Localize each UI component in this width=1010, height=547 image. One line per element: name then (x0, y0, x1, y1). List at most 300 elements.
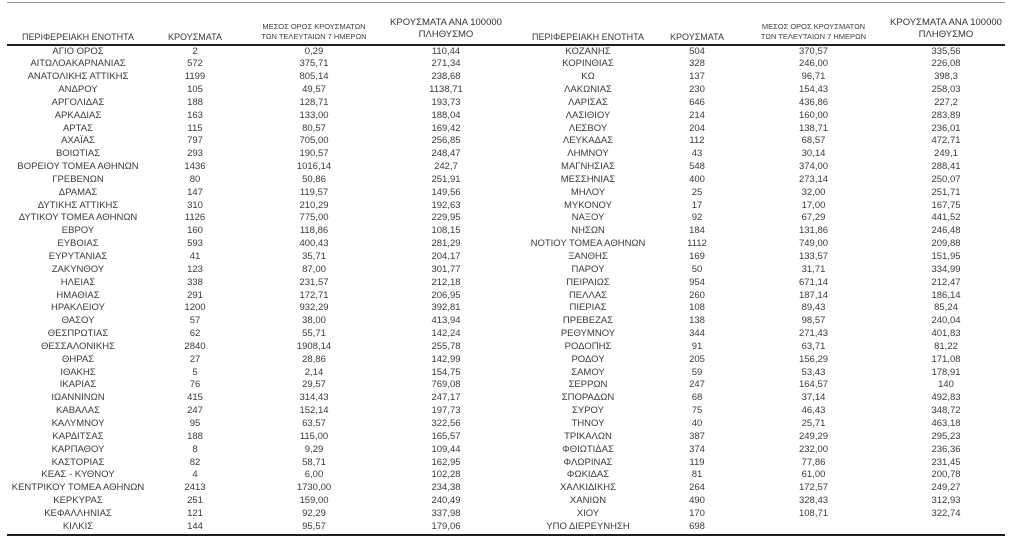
cases-cell: 954 (689, 276, 705, 288)
per100k-cell: 334,99 (931, 263, 961, 275)
per100k-cell: 472,71 (931, 135, 961, 147)
table-row (7, 392, 1005, 405)
spacer-cell (505, 123, 522, 136)
cases-cell: 1112 (687, 238, 707, 250)
avg7-cell: 246,00 (798, 58, 829, 70)
per100k-cell: 312,93 (931, 495, 961, 507)
per100k-cell: 256,85 (431, 135, 461, 147)
region-cell: ΙΚΑΡΙΑΣ (59, 379, 97, 391)
per100k-cell: 251,71 (931, 186, 961, 198)
avg7-cell: 190,57 (299, 148, 329, 160)
region-cell: ΗΛΕΙΑΣ (60, 276, 96, 288)
cases-cell: 374 (689, 443, 705, 455)
region-cell: ΑΡΓΟΛΙΔΑΣ (51, 96, 105, 108)
avg7-cell: 28,86 (302, 353, 326, 365)
avg7-cell: 671,14 (798, 276, 829, 288)
region-cell: ΠΙΕΡΙΑΣ (569, 302, 607, 314)
avg7-cell: 31,71 (801, 263, 826, 275)
avg7-cell: 37,14 (801, 392, 826, 404)
per100k-cell: 212,18 (431, 276, 461, 288)
avg7-cell: 160,00 (798, 109, 829, 121)
per100k-cell: 227,2 (934, 96, 958, 108)
per100k-cell: 337,98 (431, 507, 461, 519)
header-per100k-right (887, 3, 1005, 45)
avg7-cell: 25,71 (801, 417, 826, 429)
spacer-cell (505, 161, 522, 174)
region-cell: ΡΟΔΟΠΗΣ (564, 340, 612, 352)
cases-cell: 188 (187, 96, 203, 108)
table-row (7, 45, 1005, 59)
avg7-cell: 67,29 (801, 212, 826, 224)
cases-cell: 184 (689, 225, 705, 237)
region-cell: ΘΗΡΑΣ (61, 353, 95, 365)
avg7-cell: 210,29 (299, 199, 329, 211)
avg7-cell: 35,71 (302, 251, 326, 262)
avg7-cell: 80,57 (302, 122, 326, 134)
avg7-cell: 17,00 (801, 199, 826, 211)
table-row (7, 251, 1005, 264)
per100k-cell: 240,04 (931, 315, 961, 327)
header-per100k-line1: ΚΡΟΥΣΜΑΤΑ ΑΝΑ 100000 (390, 16, 502, 28)
avg7-cell: 0,29 (304, 45, 324, 57)
avg7-cell: 53,43 (801, 366, 826, 378)
spacer-cell (505, 225, 522, 238)
region-cell: ΛΕΣΒΟΥ (568, 122, 608, 134)
region-cell: ΕΥΒΟΙΑΣ (57, 238, 99, 250)
avg7-cell: 108,71 (798, 507, 829, 519)
spacer-cell (505, 431, 522, 444)
region-cell: ΧΙΟΥ (576, 507, 600, 519)
region-cell: ΜΥΚΟΝΟΥ (564, 199, 612, 211)
region-cell: ΚΟΖΑΝΗΣ (565, 45, 611, 57)
region-cell: ΣΕΡΡΩΝ (568, 379, 608, 391)
table-row (7, 277, 1005, 290)
per100k-cell: 401,83 (931, 328, 961, 340)
table-row (7, 58, 1005, 71)
cases-cell: 105 (187, 84, 203, 96)
per100k-cell: 463,18 (931, 417, 961, 429)
per100k-cell: 167,75 (931, 199, 961, 211)
cases-cell: 338 (187, 276, 203, 288)
per100k-cell: 165,57 (431, 430, 461, 442)
avg7-cell: 118,86 (299, 225, 329, 237)
region-cell: ΓΡΕΒΕΝΩΝ (52, 173, 104, 185)
per100k-cell: 108,15 (431, 225, 461, 237)
avg7-cell: 29,57 (302, 379, 326, 391)
spacer-cell (505, 508, 522, 521)
avg7-cell: 131,86 (798, 225, 829, 237)
spacer-cell (505, 328, 522, 341)
region-cell: ΑΝΑΤΟΛΙΚΗΣ ΑΤΤΙΚΗΣ (27, 71, 129, 83)
spacer-cell (505, 418, 522, 431)
table-row (7, 148, 1005, 161)
region-cell: ΡΕΘΥΜΝΟΥ (560, 328, 616, 340)
avg7-cell: 30,14 (801, 148, 826, 160)
per100k-cell: 81,22 (934, 340, 958, 352)
cases-cell: 251 (187, 495, 203, 507)
per100k-cell: 85,24 (934, 302, 958, 314)
region-cell: ΑΙΤΩΛΟΑΚΑΡΝΑΝΙΑΣ (30, 58, 126, 70)
avg7-cell: 152,14 (299, 405, 329, 417)
spacer-cell (505, 148, 522, 161)
cases-cell: 169 (689, 251, 705, 262)
table-row (7, 328, 1005, 341)
region-cell: ΣΠΟΡΑΔΩΝ (561, 392, 615, 404)
region-cell: ΚΑΣΤΟΡΙΑΣ (51, 456, 105, 468)
avg7-cell: 436,86 (798, 96, 829, 108)
avg7-cell: 1908,14 (296, 340, 332, 352)
avg7-cell: 159,00 (299, 495, 329, 507)
avg7-cell: 32,00 (801, 186, 826, 198)
region-cell: ΔΥΤΙΚΟΥ ΤΟΜΕΑ ΑΘΗΝΩΝ (18, 212, 138, 224)
cases-cell: 247 (187, 405, 203, 417)
spacer-cell (505, 97, 522, 110)
spacer-cell (505, 315, 522, 328)
table-row (7, 508, 1005, 521)
avg7-cell: 119,57 (299, 186, 329, 198)
avg7-cell: 775,00 (299, 212, 329, 224)
table-row (7, 187, 1005, 200)
spacer-cell (505, 469, 522, 482)
avg7-cell: 187,14 (798, 289, 829, 301)
per100k-cell: 271,34 (431, 58, 461, 70)
region-cell: ΧΑΝΙΩΝ (569, 495, 607, 507)
cases-cell: 82 (189, 456, 201, 468)
per100k-cell: 248,47 (431, 148, 461, 160)
region-cell: ΜΑΓΝΗΣΙΑΣ (561, 161, 615, 173)
table-row (7, 379, 1005, 392)
per100k-cell: 212,47 (931, 276, 961, 288)
table-row (7, 405, 1005, 418)
header-region-right: ΠΕΡΙΦΕΡΕΙΑΚΗ ΕΝΟΤΗΤΑ (522, 3, 654, 45)
per100k-cell: 171,08 (931, 353, 961, 365)
header-per100k-left (387, 3, 505, 45)
avg7-cell: 9,29 (304, 443, 324, 455)
cases-cell: 138 (689, 315, 705, 327)
per100k-cell: 283,89 (931, 109, 961, 121)
spacer-cell (505, 457, 522, 470)
cases-cell: 2413 (184, 482, 206, 494)
cases-cell: 293 (187, 148, 203, 160)
avg7-cell: 314,43 (299, 392, 329, 404)
region-cell: ΠΕΙΡΑΙΩΣ (566, 276, 610, 288)
cases-cell: 76 (189, 379, 201, 391)
avg7-cell: 375,71 (299, 58, 329, 70)
region-cell: ΚΟΡΙΝΘΙΑΣ (562, 58, 614, 70)
cases-cell: 91 (691, 340, 703, 352)
region-cell: ΚΑΛΥΜΝΟΥ (51, 417, 105, 429)
cases-cell: 490 (689, 495, 705, 507)
per100k-cell: 413,94 (431, 315, 461, 327)
avg7-cell: 370,57 (798, 45, 829, 57)
per100k-cell: 335,56 (931, 45, 961, 57)
per100k-cell: 197,73 (431, 405, 461, 417)
avg7-cell: 63,71 (801, 340, 826, 352)
per100k-cell: 322,74 (931, 507, 961, 519)
region-cell: ΣΥΡΟΥ (572, 405, 604, 417)
region-cell: ΚΕΡΚΥΡΑΣ (53, 495, 103, 507)
per100k-cell: 192,63 (431, 199, 461, 211)
region-cell: ΔΥΤΙΚΗΣ ΑΤΤΙΚΗΣ (37, 199, 119, 211)
per100k-cell: 188,04 (431, 109, 461, 121)
table-row (7, 123, 1005, 136)
per100k-cell: 348,72 (931, 405, 961, 417)
per100k-cell: 142,99 (431, 353, 461, 365)
region-cell: ΦΩΚΙΔΑΣ (566, 469, 610, 481)
per100k-cell: 231,45 (931, 456, 961, 468)
per100k-cell: 110,44 (431, 45, 461, 57)
region-cell: ΛΗΜΝΟΥ (567, 148, 609, 160)
per100k-cell: 238,68 (431, 71, 461, 83)
header-avg7-left (241, 3, 387, 45)
per100k-cell: 149,56 (431, 186, 461, 198)
cases-cell: 95 (189, 417, 201, 429)
cases-cell: 163 (187, 109, 203, 121)
table-row (7, 367, 1005, 380)
region-cell: ΚΕΑΣ - ΚΥΘΝΟΥ (41, 469, 115, 481)
cases-cell: 1200 (184, 302, 206, 314)
region-cell: ΕΒΡΟΥ (61, 225, 95, 237)
region-cell: ΜΗΛΟΥ (570, 186, 606, 198)
per100k-cell: 206,95 (431, 289, 461, 301)
spacer-cell (505, 45, 522, 59)
region-cell: ΠΡΕΒΕΖΑΣ (562, 315, 614, 327)
avg7-cell: 749,00 (798, 238, 829, 250)
cases-cell: 344 (689, 328, 705, 340)
spacer-cell (505, 379, 522, 392)
spacer-cell (505, 135, 522, 148)
avg7-cell: 133,00 (299, 109, 329, 121)
per100k-cell: 142,24 (431, 328, 461, 340)
region-cell: ΗΡΑΚΛΕΙΟΥ (51, 302, 105, 314)
avg7-cell: 805,14 (299, 71, 329, 83)
per100k-cell: 247,17 (431, 392, 461, 404)
region-cell: ΒΟΙΩΤΙΑΣ (55, 148, 101, 160)
per100k-cell: 288,41 (931, 161, 961, 173)
region-cell: ΠΑΡΟΥ (571, 263, 605, 275)
spacer-cell (505, 264, 522, 277)
region-cell: ΦΛΩΡΙΝΑΣ (563, 456, 613, 468)
spacer-cell (505, 251, 522, 264)
per100k-cell: 200,78 (931, 469, 961, 481)
cases-cell: 548 (689, 161, 705, 173)
per100k-cell: 236,36 (931, 443, 961, 455)
spacer-cell (505, 110, 522, 123)
avg7-cell: 92,29 (302, 507, 326, 519)
avg7-cell: 68,57 (801, 135, 826, 147)
region-cell: ΜΕΣΣΗΝΙΑΣ (560, 173, 616, 185)
cases-cell: 264 (689, 482, 705, 494)
spacer-cell (505, 444, 522, 457)
per100k-cell: 162,95 (431, 456, 461, 468)
region-cell: ΒΟΡΕΙΟΥ ΤΟΜΕΑ ΑΘΗΝΩΝ (17, 161, 139, 173)
region-cell: ΔΡΑΜΑΣ (58, 186, 98, 198)
region-cell: ΤΗΝΟΥ (571, 417, 605, 429)
spacer-cell (505, 302, 522, 315)
cases-cell: 137 (689, 71, 705, 83)
cases-cell: 1436 (184, 161, 206, 173)
per100k-cell: 301,77 (431, 263, 461, 275)
region-cell: ΕΥΡΥΤΑΝΙΑΣ (48, 251, 108, 262)
table-row (7, 161, 1005, 174)
cases-cell: 121 (187, 507, 203, 519)
table-row (7, 212, 1005, 225)
per100k-cell: 769,08 (431, 379, 461, 391)
cases-cell: 43 (691, 148, 703, 160)
avg7-cell: 249,29 (798, 430, 829, 442)
regional-cases-table (7, 2, 1005, 536)
cases-cell: 119 (689, 456, 705, 468)
cases-cell: 25 (691, 186, 703, 198)
region-cell: ΛΑΡΙΣΑΣ (568, 96, 608, 108)
table-row (7, 174, 1005, 187)
per100k-cell: 179,06 (387, 521, 505, 535)
header-avg7-line2: ΤΩΝ ΤΕΛΕΥΤΑΙΩΝ 7 ΗΜΕΡΩΝ (261, 31, 367, 41)
spacer-cell (505, 277, 522, 290)
region-cell: ΛΑΣΙΘΙΟΥ (565, 109, 611, 121)
per100k-cell: 392,81 (431, 302, 461, 314)
header-avg7-line1: ΜΕΣΟΣ ΟΡΟΣ ΚΡΟΥΣΜΑΤΩΝ (761, 22, 866, 31)
cases-cell: 1199 (184, 71, 206, 83)
region-cell: ΛΕΥΚΑΔΑΣ (562, 135, 614, 147)
cases-cell: 2840 (184, 340, 206, 352)
region-cell: ΛΑΚΩΝΙΑΣ (564, 84, 612, 96)
cases-cell: 62 (189, 328, 201, 340)
per100k-cell: 240,49 (431, 495, 461, 507)
region-cell: ΙΩΑΝΝΙΝΩΝ (51, 392, 105, 404)
region-cell: ΑΝΔΡΟΥ (58, 84, 98, 96)
avg7-cell: 156,29 (798, 353, 829, 365)
cases-cell: 400 (689, 173, 705, 185)
spacer-cell (505, 405, 522, 418)
avg7-cell: 55,71 (302, 328, 326, 340)
table-row (7, 110, 1005, 123)
header-per100k-line2: ΠΛΗΘΥΣΜΟ (418, 29, 474, 41)
spacer-cell (505, 392, 522, 405)
cases-cell: 2 (192, 45, 198, 57)
per100k-cell: 322,56 (431, 417, 461, 429)
avg7-cell: 96,71 (801, 71, 826, 83)
avg7-cell: 328,43 (798, 495, 829, 507)
cases-cell: 57 (189, 315, 201, 327)
avg7-cell: 172,71 (299, 289, 329, 301)
avg7-cell: 138,71 (798, 122, 829, 134)
cases-cell: 572 (187, 58, 203, 70)
cases-cell: 59 (691, 366, 703, 378)
avg7-cell: 2,14 (304, 366, 324, 378)
per100k-cell: 398,3 (934, 71, 958, 83)
spacer-cell (505, 482, 522, 495)
avg7-cell: 273,14 (798, 173, 829, 185)
per100k-cell: 236,01 (931, 122, 961, 134)
table-row (7, 264, 1005, 277)
region-cell: ΣΑΜΟΥ (571, 366, 605, 378)
per100k-cell: 178,91 (931, 366, 961, 378)
region-cell: ΡΟΔΟΥ (571, 353, 605, 365)
table-row (7, 495, 1005, 508)
cases-cell: 310 (187, 199, 203, 211)
per100k-cell: 204,17 (431, 251, 461, 262)
header-cases-left: ΚΡΟΥΣΜΑΤΑ (149, 3, 241, 45)
table-row (7, 444, 1005, 457)
region-cell: ΘΕΣΣΑΛΟΝΙΚΗΣ (41, 340, 115, 352)
avg7-cell: 98,57 (801, 315, 826, 327)
region-cell: ΘΕΣΠΡΩΤΙΑΣ (47, 328, 109, 340)
region-cell: ΑΧΑΪΑΣ (61, 135, 95, 147)
avg7-cell: 374,00 (798, 161, 829, 173)
region-cell: ΠΕΛΛΑΣ (568, 289, 608, 301)
region-cell: ΑΡΤΑΣ (63, 122, 93, 134)
table-row (7, 354, 1005, 367)
region-cell: ΙΘΑΚΗΣ (60, 366, 96, 378)
header-cases-right: ΚΡΟΥΣΜΑΤΑ (654, 3, 740, 45)
spacer-cell (505, 84, 522, 97)
region-cell: ΑΡΚΑΔΙΑΣ (54, 109, 102, 121)
region-cell: ΝΟΤΙΟΥ ΤΟΜΕΑ ΑΘΗΝΩΝ (530, 238, 646, 250)
header-avg7-line2: ΤΩΝ ΤΕΛΕΥΤΑΙΩΝ 7 ΗΜΕΡΩΝ (760, 31, 867, 41)
per100k-cell: 229,95 (431, 212, 461, 224)
avg7-cell: 128,71 (299, 96, 329, 108)
cases-cell: 797 (187, 135, 203, 147)
cases-cell: 17 (691, 199, 703, 211)
cases-cell: 328 (689, 58, 705, 70)
cases-cell: 504 (689, 45, 705, 57)
cases-cell: 170 (689, 507, 705, 519)
per100k-cell: 249,1 (934, 148, 958, 160)
per100k-cell (887, 521, 1005, 535)
region-cell: ΦΘΙΩΤΙΔΑΣ (562, 443, 614, 455)
spacer-cell (505, 238, 522, 251)
cases-cell: 214 (689, 109, 705, 121)
per100k-cell: 246,48 (931, 225, 961, 237)
spacer-cell (505, 187, 522, 200)
region-cell: ΚΕΝΤΡΙΚΟΥ ΤΟΜΕΑ ΑΘΗΝΩΝ (11, 482, 145, 494)
cases-cell: 112 (689, 135, 705, 147)
cases-cell: 5 (192, 366, 198, 378)
cases-cell: 698 (654, 521, 740, 535)
per100k-cell: 151,95 (931, 251, 961, 262)
region-cell: ΝΑΞΟΥ (571, 212, 605, 224)
cases-cell: 204 (689, 122, 705, 134)
avg7-cell: 1730,00 (296, 482, 332, 494)
avg7-cell: 77,86 (801, 456, 826, 468)
region-cell: ΧΑΛΚΙΔΙΚΗΣ (559, 482, 617, 494)
table-row (7, 71, 1005, 84)
table-row (7, 431, 1005, 444)
per100k-cell: 492,83 (931, 392, 961, 404)
avg7-cell: 115,00 (299, 430, 329, 442)
table-row (7, 238, 1005, 251)
per100k-cell: 1138,71 (429, 84, 463, 96)
cases-cell: 387 (689, 430, 705, 442)
table-row (7, 290, 1005, 303)
spacer-cell (505, 200, 522, 213)
table-body (7, 45, 1005, 535)
avg7-cell: 172,57 (798, 482, 829, 494)
cases-cell: 123 (187, 263, 203, 275)
cases-cell: 41 (189, 251, 201, 262)
cases-cell: 247 (689, 379, 705, 391)
header-region-left: ΠΕΡΙΦΕΡΕΙΑΚΗ ΕΝΟΤΗΤΑ (7, 3, 149, 45)
spacer-cell (505, 174, 522, 187)
region-cell: ΤΡΙΚΑΛΩΝ (564, 430, 612, 442)
spacer-cell (505, 212, 522, 225)
per100k-cell: 251,91 (431, 173, 461, 185)
region-cell: ΚΩ (581, 71, 595, 83)
spacer-cell (505, 71, 522, 84)
avg7-cell: 87,00 (302, 263, 326, 275)
region-cell: ΚΑΡΔΙΤΣΑΣ (52, 430, 104, 442)
